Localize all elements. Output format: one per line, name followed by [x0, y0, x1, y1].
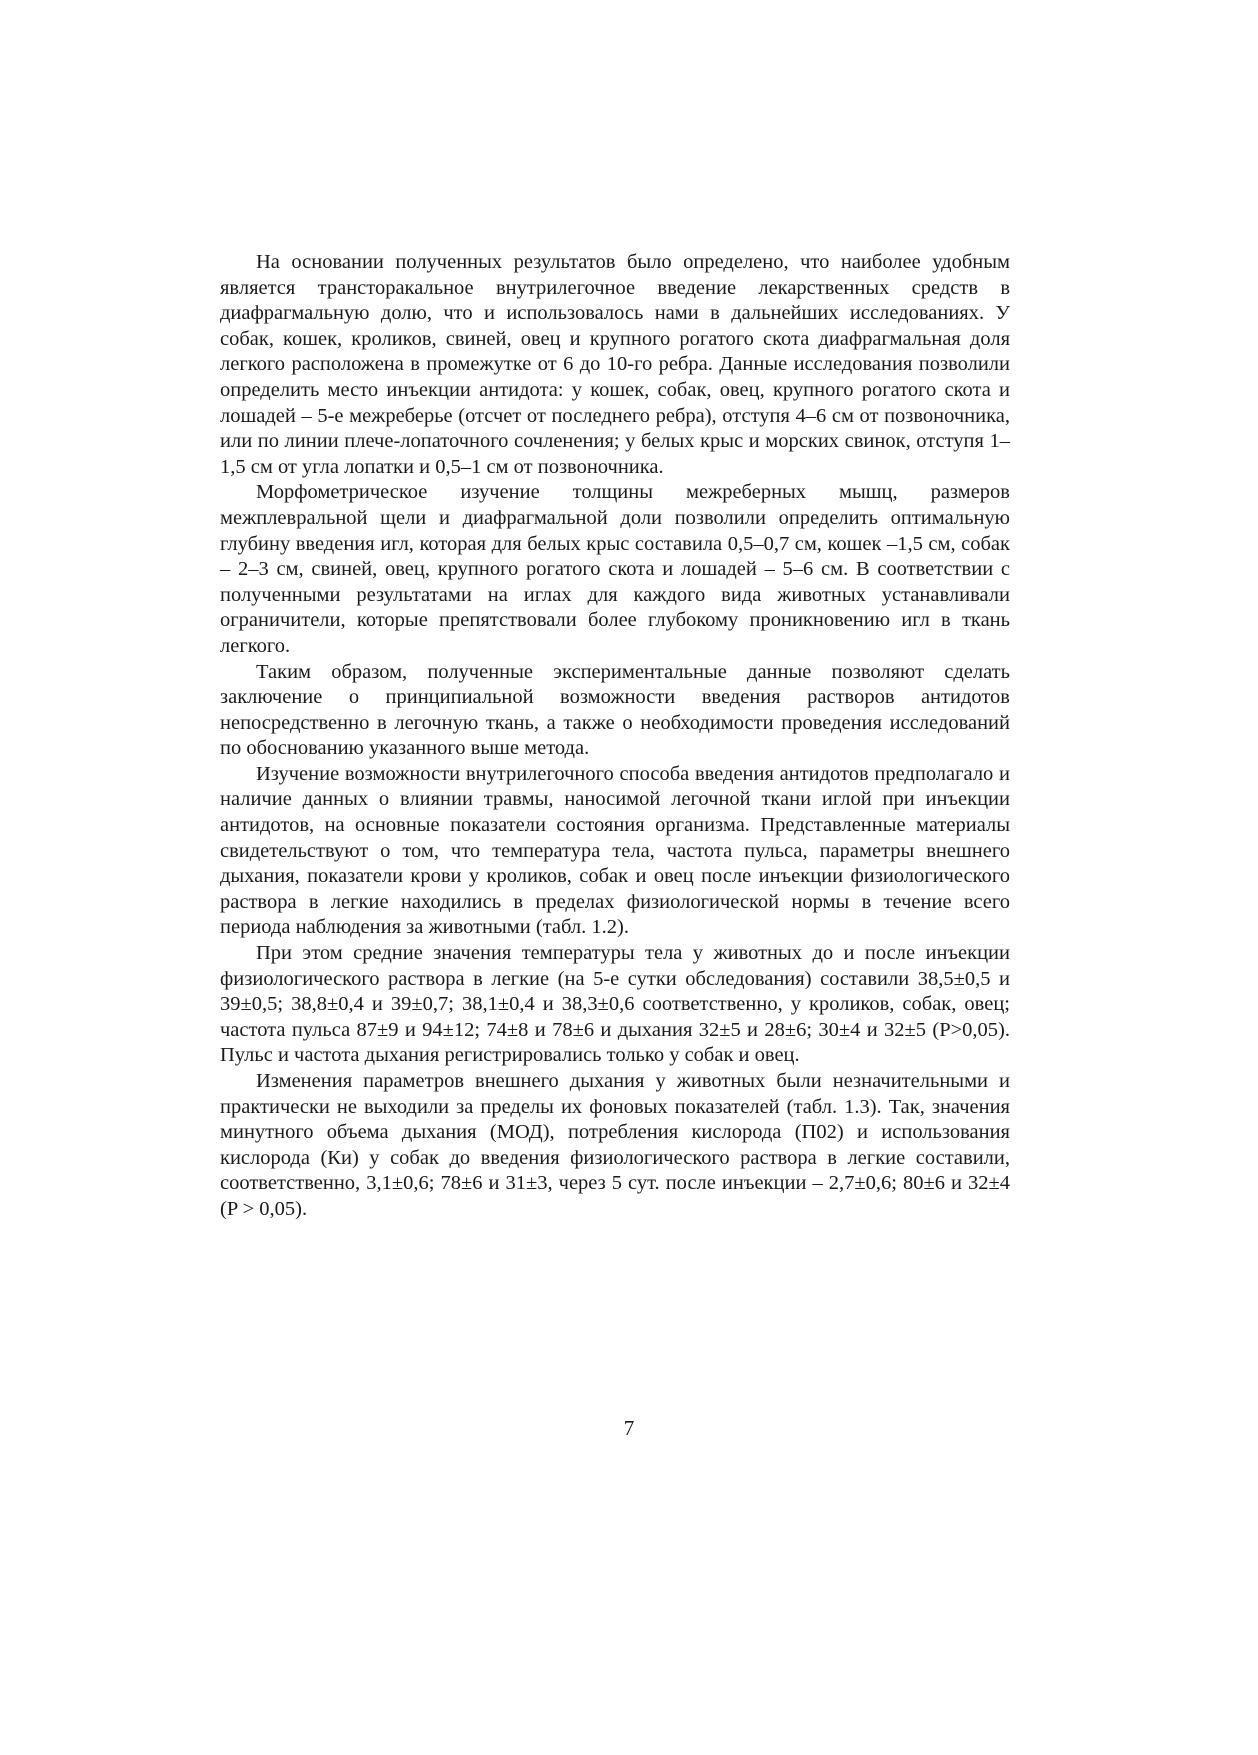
paragraph-2: Морфометрическое изучение толщины межреберных мышц, размеров межплевральной щели и диафрагмальной доли позволили определить оптимальную глубину введения игл, которая для белых крыс составила 0,5–0,7 см, кошек –1,5 см, собак – 2–3 см, свиней, овец, крупного рогатого скота и лошадей – 5–6 см. В соответствии с полученными результатами на иглах для каждого вида животных устанавливали ограничители, которые препятствовали более глубокому проникновению игл в ткань легкого. — [220, 481, 1010, 657]
paragraph-1: На основании полученных результатов было определено, что наиболее удобным является трансторакальное внутрилегочное введение лекарственных средств в диафрагмальную долю, что и использовалось нами в дальнейших исследованиях. У собак, кошек, кроликов, свиней, овец и крупного рогатого скота диафрагмальная доля легкого расположена в промежутке от 6 до 10-го ребра. Данные исследования позволили определить место инъекции антидота: у кошек, собак, овец, крупного рогатого скота и лошадей – 5-е межреберье (отсчет от последнего ребра), отступя 4–6 см от позвоночника, или по линии плече-лопаточного сочленения; у белых крыс и морских свинок, отступя 1–1,5 см от угла лопатки и 0,5–1 см от позвоночника. — [220, 251, 1010, 478]
body-text — [220, 250, 1010, 1223]
paragraph-3: Таким образом, полученные экспериментальные данные позволяют сделать заключение о принципиальной возможности введения растворов антидотов непосредственно в легочную ткань, а также о необходимости проведения исследований по обоснованию указанного выше метода. — [220, 660, 1010, 760]
paragraph-5: При этом средние значения температуры тела у животных до и после инъекции физиологического раствора в легкие (на 5-е сутки обследования) составили 38,5±0,5 и 39±0,5; 38,8±0,4 и 39±0,7; 38,1±0,4 и 38,3±0,6 соответственно, у кроликов, собак, овец; частота пульса 87±9 и 94±12; 74±8 и 78±6 и дыхания 32±5 и 28±6; 30±4 и 32±5 (P>0,05). Пульс и частота дыхания регистрировались только у собак и овец. — [220, 942, 1010, 1067]
paragraph-4: Изучение возможности внутрилегочного способа введения антидотов предполагало и наличие данных о влиянии травмы, наносимой легочной ткани иглой при инъекции антидотов, на основные показатели состояния организма. Представленные материалы свидетельствуют о том, что температура тела, частота пульса, параметры внешнего дыхания, показатели крови у кроликов, собак и овец после инъекции физиологического раствора в легкие находились в пределах физиологической нормы в течение всего периода наблюдения за животными (табл. 1.2). — [220, 762, 1010, 939]
paragraph-6: Изменения параметров внешнего дыхания у животных были незначительными и практически не выходили за пределы их фоновых показателей (табл. 1.3). Так, значения минутного объема дыхания (МОД), потребления кислорода (П02) и использования кислорода (Ки) у собак до введения физиологического раствора в легкие составили, соответственно, 3,1±0,6; 78±6 и 31±3, через 5 сут. после инъекции – 2,7±0,6; 80±6 и 32±4 (P > 0,05). — [220, 1070, 1010, 1220]
page-number: 7 — [623, 1416, 635, 1440]
